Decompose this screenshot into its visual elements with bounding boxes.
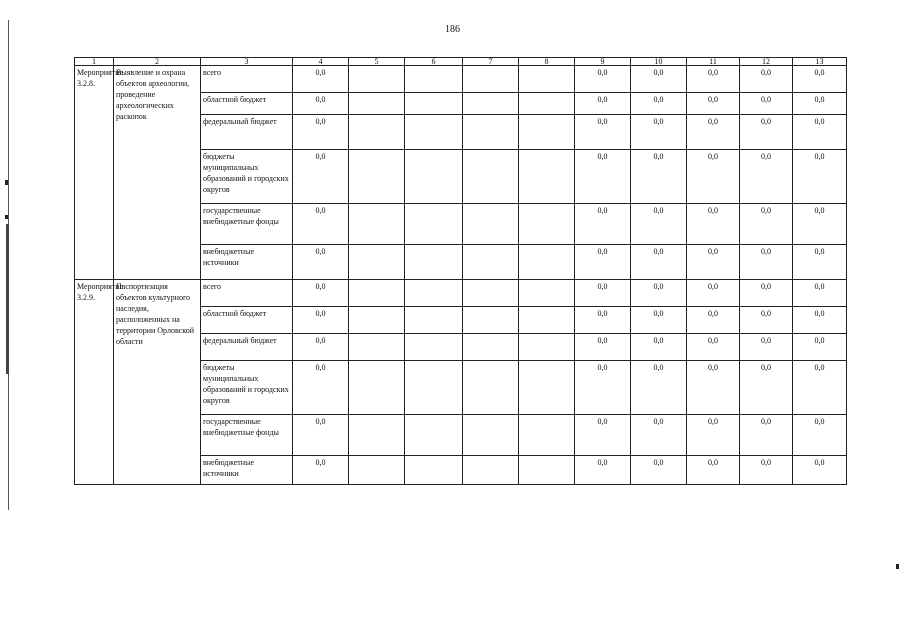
value-cell (405, 150, 463, 204)
value-cell: 0,0 (687, 245, 740, 280)
funding-source-cell: бюджеты муниципальных образований и городских округов (201, 150, 293, 204)
measure-code-cell: Мероприятие 3.2.9. (75, 280, 114, 485)
value-cell: 0,0 (575, 456, 631, 485)
table-row (75, 66, 847, 93)
value-cell: 0,0 (293, 204, 349, 245)
value-cell (405, 115, 463, 150)
value-cell (349, 66, 405, 93)
value-cell: 0,0 (793, 115, 847, 150)
column-number-cell: 11 (687, 58, 740, 66)
value-cell (349, 204, 405, 245)
value-cell (405, 245, 463, 280)
value-cell: 0,0 (740, 150, 793, 204)
value-cell (519, 415, 575, 456)
value-cell (463, 150, 519, 204)
funding-source-cell: внебюджетные источники (201, 456, 293, 485)
value-cell: 0,0 (631, 334, 687, 361)
value-cell (349, 456, 405, 485)
value-cell: 0,0 (687, 280, 740, 307)
funding-source-cell: областной бюджет (201, 307, 293, 334)
value-cell: 0,0 (793, 204, 847, 245)
value-cell: 0,0 (293, 280, 349, 307)
value-cell: 0,0 (631, 307, 687, 334)
value-cell: 0,0 (575, 334, 631, 361)
value-cell: 0,0 (575, 307, 631, 334)
value-cell: 0,0 (687, 361, 740, 415)
value-cell: 0,0 (740, 115, 793, 150)
value-cell: 0,0 (631, 361, 687, 415)
funding-source-cell: областной бюджет (201, 93, 293, 115)
value-cell: 0,0 (575, 415, 631, 456)
value-cell (405, 456, 463, 485)
value-cell (463, 66, 519, 93)
column-number-cell: 6 (405, 58, 463, 66)
value-cell: 0,0 (575, 115, 631, 150)
value-cell (463, 456, 519, 485)
value-cell (519, 280, 575, 307)
value-cell: 0,0 (740, 245, 793, 280)
value-cell: 0,0 (631, 66, 687, 93)
value-cell: 0,0 (631, 150, 687, 204)
column-number-cell: 10 (631, 58, 687, 66)
value-cell (519, 361, 575, 415)
value-cell: 0,0 (293, 115, 349, 150)
measure-name-cell: Выявление и охрана объектов археологии, проведение археологических раскопок (114, 66, 201, 280)
value-cell (349, 280, 405, 307)
value-cell: 0,0 (575, 280, 631, 307)
funding-source-cell: внебюджетные источники (201, 245, 293, 280)
value-cell (405, 334, 463, 361)
value-cell: 0,0 (740, 361, 793, 415)
value-cell: 0,0 (793, 415, 847, 456)
value-cell (349, 415, 405, 456)
funding-source-cell: всего (201, 280, 293, 307)
funding-source-cell: государственные внебюджетные фонды (201, 415, 293, 456)
value-cell: 0,0 (293, 245, 349, 280)
table-row (75, 280, 847, 307)
value-cell: 0,0 (631, 245, 687, 280)
value-cell: 0,0 (631, 93, 687, 115)
value-cell (519, 115, 575, 150)
value-cell: 0,0 (740, 93, 793, 115)
value-cell (463, 334, 519, 361)
value-cell: 0,0 (293, 307, 349, 334)
column-number-cell: 12 (740, 58, 793, 66)
value-cell: 0,0 (687, 115, 740, 150)
value-cell: 0,0 (793, 361, 847, 415)
value-cell (349, 307, 405, 334)
funding-source-cell: федеральный бюджет (201, 115, 293, 150)
column-number-cell: 9 (575, 58, 631, 66)
value-cell (519, 334, 575, 361)
value-cell: 0,0 (687, 456, 740, 485)
value-cell: 0,0 (687, 66, 740, 93)
value-cell (349, 245, 405, 280)
value-cell: 0,0 (293, 361, 349, 415)
value-cell (349, 361, 405, 415)
value-cell (349, 93, 405, 115)
column-number-cell: 5 (349, 58, 405, 66)
scan-artifact-mark (6, 224, 9, 374)
column-number-cell: 4 (293, 58, 349, 66)
value-cell: 0,0 (740, 334, 793, 361)
value-cell: 0,0 (740, 204, 793, 245)
value-cell (349, 334, 405, 361)
budget-table (74, 57, 847, 485)
value-cell (405, 204, 463, 245)
value-cell: 0,0 (575, 361, 631, 415)
value-cell: 0,0 (631, 204, 687, 245)
value-cell: 0,0 (740, 66, 793, 93)
value-cell: 0,0 (687, 150, 740, 204)
column-number-row (75, 58, 847, 66)
value-cell: 0,0 (793, 93, 847, 115)
scan-artifact-mark (5, 215, 8, 219)
funding-source-cell: государственные внебюджетные фонды (201, 204, 293, 245)
value-cell (519, 66, 575, 93)
value-cell (405, 280, 463, 307)
value-cell (463, 245, 519, 280)
value-cell: 0,0 (293, 66, 349, 93)
column-number-cell: 2 (114, 58, 201, 66)
value-cell (405, 93, 463, 115)
value-cell: 0,0 (793, 334, 847, 361)
value-cell: 0,0 (740, 456, 793, 485)
value-cell (519, 456, 575, 485)
column-number-cell: 13 (793, 58, 847, 66)
value-cell: 0,0 (687, 415, 740, 456)
value-cell (463, 361, 519, 415)
value-cell: 0,0 (293, 415, 349, 456)
value-cell: 0,0 (740, 280, 793, 307)
value-cell: 0,0 (631, 115, 687, 150)
value-cell: 0,0 (793, 245, 847, 280)
value-cell: 0,0 (687, 204, 740, 245)
value-cell: 0,0 (740, 415, 793, 456)
value-cell: 0,0 (793, 66, 847, 93)
value-cell (405, 307, 463, 334)
value-cell (463, 115, 519, 150)
value-cell: 0,0 (293, 150, 349, 204)
value-cell (463, 415, 519, 456)
value-cell: 0,0 (793, 456, 847, 485)
measure-name-cell: Паспортизация объектов культурного наследия, расположенных на территории Орловской области (114, 280, 201, 485)
value-cell (349, 115, 405, 150)
value-cell (405, 66, 463, 93)
value-cell: 0,0 (575, 93, 631, 115)
value-cell: 0,0 (793, 280, 847, 307)
value-cell: 0,0 (740, 307, 793, 334)
value-cell: 0,0 (293, 456, 349, 485)
funding-source-cell: всего (201, 66, 293, 93)
value-cell (519, 245, 575, 280)
column-number-cell: 1 (75, 58, 114, 66)
value-cell: 0,0 (687, 93, 740, 115)
value-cell (519, 204, 575, 245)
value-cell (463, 93, 519, 115)
value-cell: 0,0 (687, 307, 740, 334)
value-cell: 0,0 (793, 150, 847, 204)
value-cell (405, 415, 463, 456)
value-cell: 0,0 (293, 93, 349, 115)
value-cell: 0,0 (575, 245, 631, 280)
value-cell: 0,0 (793, 307, 847, 334)
value-cell (349, 150, 405, 204)
funding-source-cell: бюджеты муниципальных образований и городских округов (201, 361, 293, 415)
value-cell: 0,0 (687, 334, 740, 361)
value-cell (519, 150, 575, 204)
value-cell: 0,0 (293, 334, 349, 361)
value-cell (519, 307, 575, 334)
scan-artifact-mark (5, 180, 8, 185)
value-cell (519, 93, 575, 115)
value-cell (405, 361, 463, 415)
scan-artifact-mark (896, 564, 899, 569)
value-cell: 0,0 (631, 456, 687, 485)
column-number-cell: 3 (201, 58, 293, 66)
value-cell (463, 204, 519, 245)
budget-table-body (75, 58, 847, 485)
measure-code-cell: Мероприятие 3.2.8. (75, 66, 114, 280)
column-number-cell: 8 (519, 58, 575, 66)
page-number: 186 (445, 24, 460, 35)
value-cell (463, 280, 519, 307)
value-cell: 0,0 (631, 415, 687, 456)
value-cell (463, 307, 519, 334)
value-cell: 0,0 (575, 150, 631, 204)
value-cell: 0,0 (575, 204, 631, 245)
column-number-cell: 7 (463, 58, 519, 66)
value-cell: 0,0 (575, 66, 631, 93)
funding-source-cell: федеральный бюджет (201, 334, 293, 361)
value-cell: 0,0 (631, 280, 687, 307)
